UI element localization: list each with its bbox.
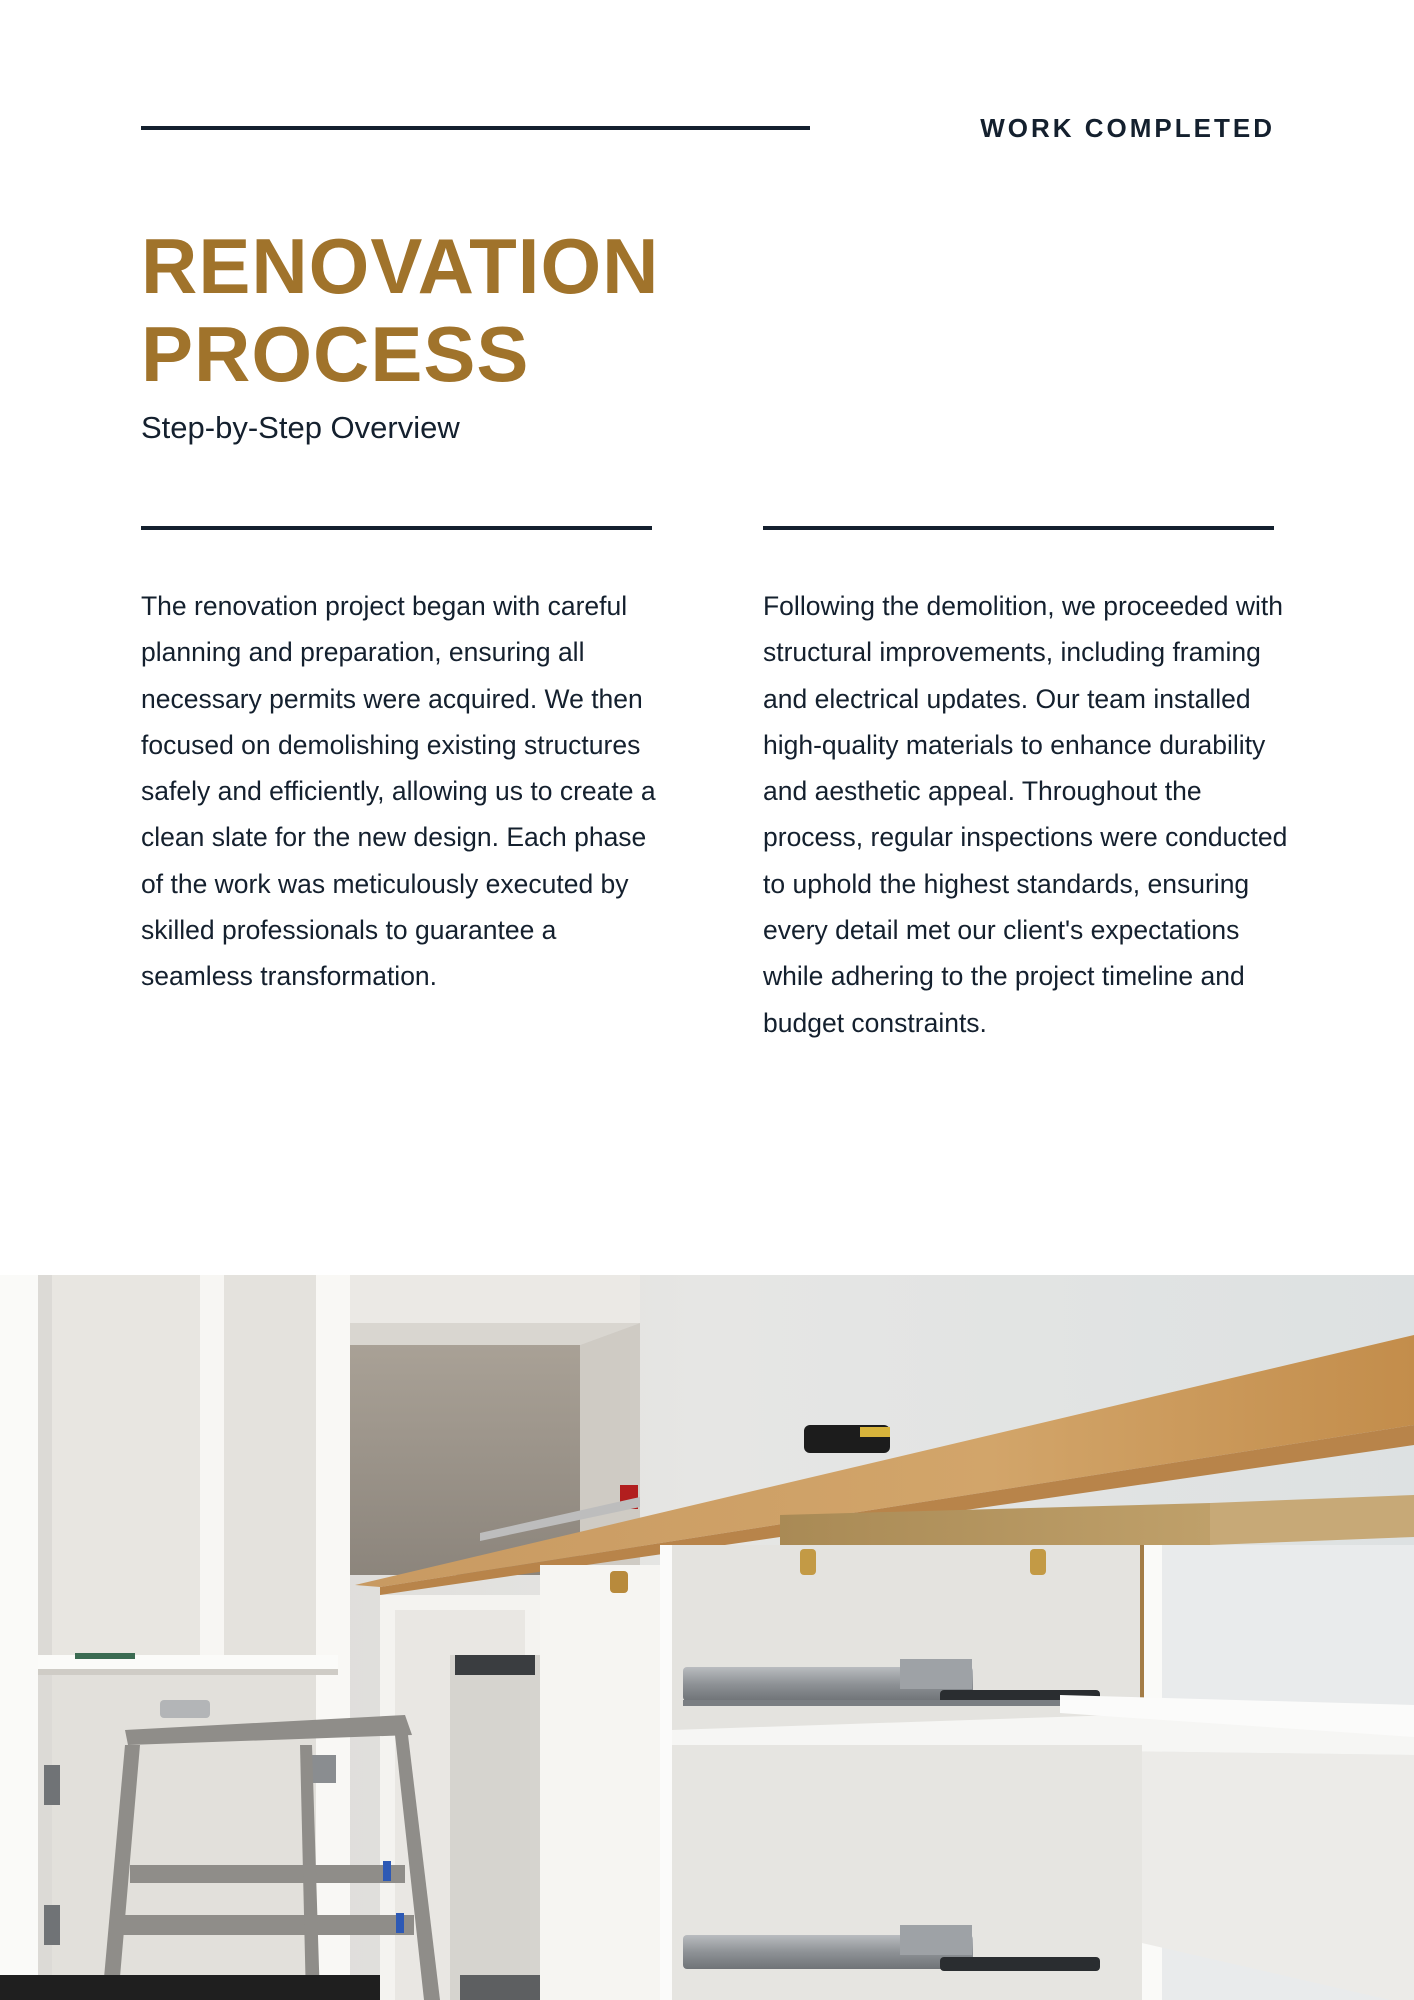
- section-kicker: WORK COMPLETED: [980, 113, 1275, 143]
- left-column-rule: [141, 526, 652, 530]
- left-column-paragraph: The renovation project began with careful planning and preparation, ensuring all necessary permits were acquired. We then focused on demolishing existing structures safely and efficiently, allowing us to create a clean slate for the new design. Each phase of the work was meticulously executed by skilled professionals to guarantee a seamless transformation.: [141, 591, 656, 992]
- page-title-line-2: PROCESS: [141, 310, 530, 398]
- page-title: [141, 222, 659, 398]
- cabinet-installation-photo: [0, 1275, 1414, 2000]
- page-title-line-1: RENOVATION: [141, 222, 660, 310]
- header-rule: [141, 126, 810, 130]
- right-column-paragraph: Following the demolition, we proceeded with structural improvements, including framing and electrical updates. Our team installed high-quality materials to enhance durability and aesthetic appeal. Throughout the process, regular inspections were conducted to uphold the highest standards, ensuring every detail met our client's expectations while adhering to the project timeline and budget constraints.: [763, 591, 1288, 1038]
- page-subtitle: Step-by-Step Overview: [141, 410, 460, 445]
- right-column-rule: [763, 526, 1274, 530]
